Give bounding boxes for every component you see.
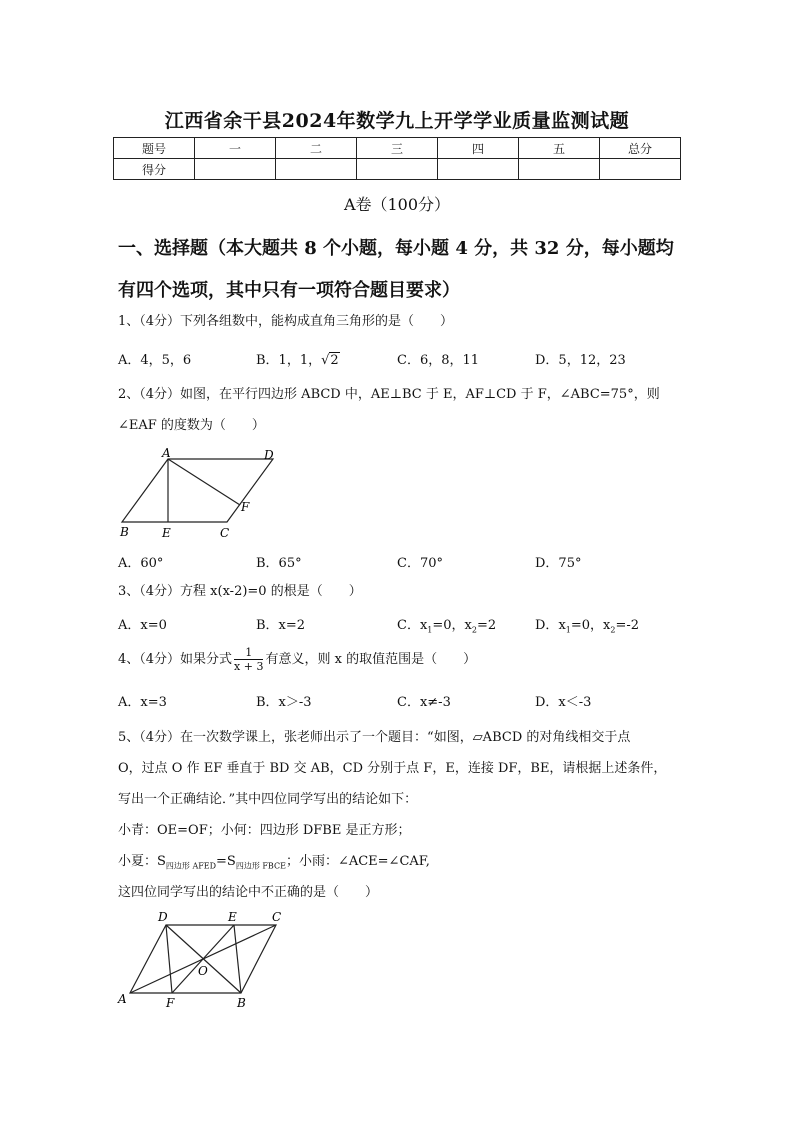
subscript: 1 xyxy=(427,625,433,635)
option-b: B．x＞-3 xyxy=(256,695,312,710)
option-d-text: =-2 xyxy=(615,618,640,633)
option-d-letter: D． xyxy=(535,618,559,633)
fraction-denominator: x + 3 xyxy=(234,660,264,673)
option-c: C．x≠-3 xyxy=(397,695,451,710)
part-title xyxy=(118,228,688,312)
option-c-text: =0，x xyxy=(432,618,472,633)
score-row-label: 得分 xyxy=(114,159,195,180)
subscript: 2 xyxy=(610,625,616,635)
score-header-cell: 三 xyxy=(357,138,438,159)
part-title-line: 有四个选项，其中只有一项符合题目要求） xyxy=(118,280,460,301)
option-d: D．75° xyxy=(535,556,582,571)
option-c-text: x xyxy=(419,618,428,633)
subscript: 1 xyxy=(565,625,571,635)
option-a: A．60° xyxy=(118,556,164,571)
option-c xyxy=(397,614,496,635)
fraction-numerator: 1 xyxy=(234,646,263,660)
option-d-text: =0，x xyxy=(570,618,611,633)
score-cell xyxy=(357,159,438,180)
option-b: B．65° xyxy=(256,556,302,571)
option-a: A．4，5，6 xyxy=(118,353,192,368)
label-d: D xyxy=(264,448,274,462)
segment-ef xyxy=(172,925,234,993)
score-cell xyxy=(600,159,681,180)
question-3-stem: 3、（4分）方程 x(x-2)=0 的根是（ ） xyxy=(118,584,362,599)
subscript: 四边形 AFED xyxy=(165,861,217,871)
score-table-score-row xyxy=(114,159,681,180)
label-b: B xyxy=(120,525,129,539)
score-header-cell: 一 xyxy=(195,138,276,159)
score-cell xyxy=(519,159,600,180)
question-2-stem-line: ∠EAF 的度数为（ ） xyxy=(118,418,265,433)
label-a: A xyxy=(118,992,127,1006)
section-heading: A卷（100分） xyxy=(343,195,451,214)
option-a: A．x=0 xyxy=(118,618,167,633)
label-c: C xyxy=(272,910,282,924)
option-d: D．x＜-3 xyxy=(535,695,592,710)
question-1-stem: 1、（4分）下列各组数中，能构成直角三角形的是（ ） xyxy=(118,314,454,329)
line-text: =S xyxy=(216,854,236,869)
option-b xyxy=(256,349,340,368)
label-o: O xyxy=(198,964,208,978)
parallelogram-abcd xyxy=(122,459,273,522)
label-d: D xyxy=(158,910,168,924)
score-cell xyxy=(195,159,276,180)
option-c-letter: C． xyxy=(397,618,420,633)
question-5-answer-line: 小青：OE=OF；小何：四边形 DFBE 是正方形； xyxy=(118,823,411,838)
parallelogram-figure xyxy=(116,444,286,544)
label-e: E xyxy=(228,910,237,924)
question-5-stem-line: 写出一个正确结论．”其中四位同学写出的结论如下： xyxy=(118,792,418,807)
score-table-header-row xyxy=(114,138,681,159)
label-e: E xyxy=(162,526,171,540)
question-5-stem-line: 5、（4分）在一次数学课上，张老师出示了一个题目：“如图，▱ABCD 的对角线相交于点 xyxy=(118,730,631,745)
segment-df xyxy=(166,925,172,993)
subscript: 四边形 FBCE xyxy=(235,861,286,871)
parallelogram-diagonals-figure xyxy=(116,907,291,1013)
question-4-stem xyxy=(118,645,688,675)
option-b: B．x=2 xyxy=(256,618,306,633)
score-cell xyxy=(438,159,519,180)
option-c: C．70° xyxy=(397,556,443,571)
question-2-options xyxy=(118,552,718,572)
question-2-stem-line: 2、（4分）如图，在平行四边形 ABCD 中，AE⊥BC 于 E，AF⊥CD 于 F，∠ABC=75°，则 xyxy=(118,387,660,402)
label-c: C xyxy=(220,526,230,540)
question-4-stem-prefix: 4、（4分）如果分式 xyxy=(118,652,233,667)
option-c: C．6，8，11 xyxy=(397,353,480,368)
label-f: F xyxy=(241,500,250,514)
score-table xyxy=(113,137,681,180)
exam-title: 江西省余干县2024年数学九上开学学业质量监测试题 xyxy=(164,110,630,132)
option-d: D．5，12，23 xyxy=(535,353,626,368)
question-5-stem-line: O，过点 O 作 EF 垂直于 BD 交 AB，CD 分别于点 F，E，连接 DF，BE，请根据上述条件， xyxy=(118,761,667,776)
question-5-answer-line xyxy=(118,852,688,877)
score-cell xyxy=(276,159,357,180)
part-title-line: 一、选择题（本大题共 8 个小题，每小题 4 分，共 32 分，每小题均 xyxy=(118,238,674,259)
line-text: 小夏：S xyxy=(118,854,166,869)
score-header-cell: 总分 xyxy=(600,138,681,159)
sqrt-symbol: √ xyxy=(321,353,330,368)
option-d-text: x xyxy=(558,618,566,633)
option-a: A．x=3 xyxy=(118,695,167,710)
option-b-text: B．1，1， xyxy=(256,353,322,368)
score-header-cell: 四 xyxy=(438,138,519,159)
fraction xyxy=(234,646,263,673)
subscript: 2 xyxy=(471,625,477,635)
label-a: A xyxy=(162,446,171,460)
label-f: F xyxy=(166,996,175,1010)
question-5-stem xyxy=(118,722,688,815)
sqrt-radicand: 2 xyxy=(330,353,339,368)
score-header-cell: 五 xyxy=(519,138,600,159)
question-2-stem xyxy=(118,379,688,441)
segment-be xyxy=(234,925,241,993)
score-header-cell: 题号 xyxy=(114,138,195,159)
question-4-options xyxy=(118,691,718,711)
question-1-options xyxy=(118,349,718,369)
option-d xyxy=(535,614,639,635)
question-5-final-line: 这四位同学写出的结论中不正确的是（ ） xyxy=(118,885,379,900)
segment-af xyxy=(168,459,240,505)
score-header-cell: 二 xyxy=(276,138,357,159)
option-c-text: =2 xyxy=(476,618,497,633)
label-b: B xyxy=(237,996,246,1010)
question-3-options xyxy=(118,614,718,634)
question-4-stem-suffix: 有意义，则 x 的取值范围是（ ） xyxy=(265,652,477,667)
line-text: ；小雨：∠ACE=∠CAF, xyxy=(285,854,430,869)
